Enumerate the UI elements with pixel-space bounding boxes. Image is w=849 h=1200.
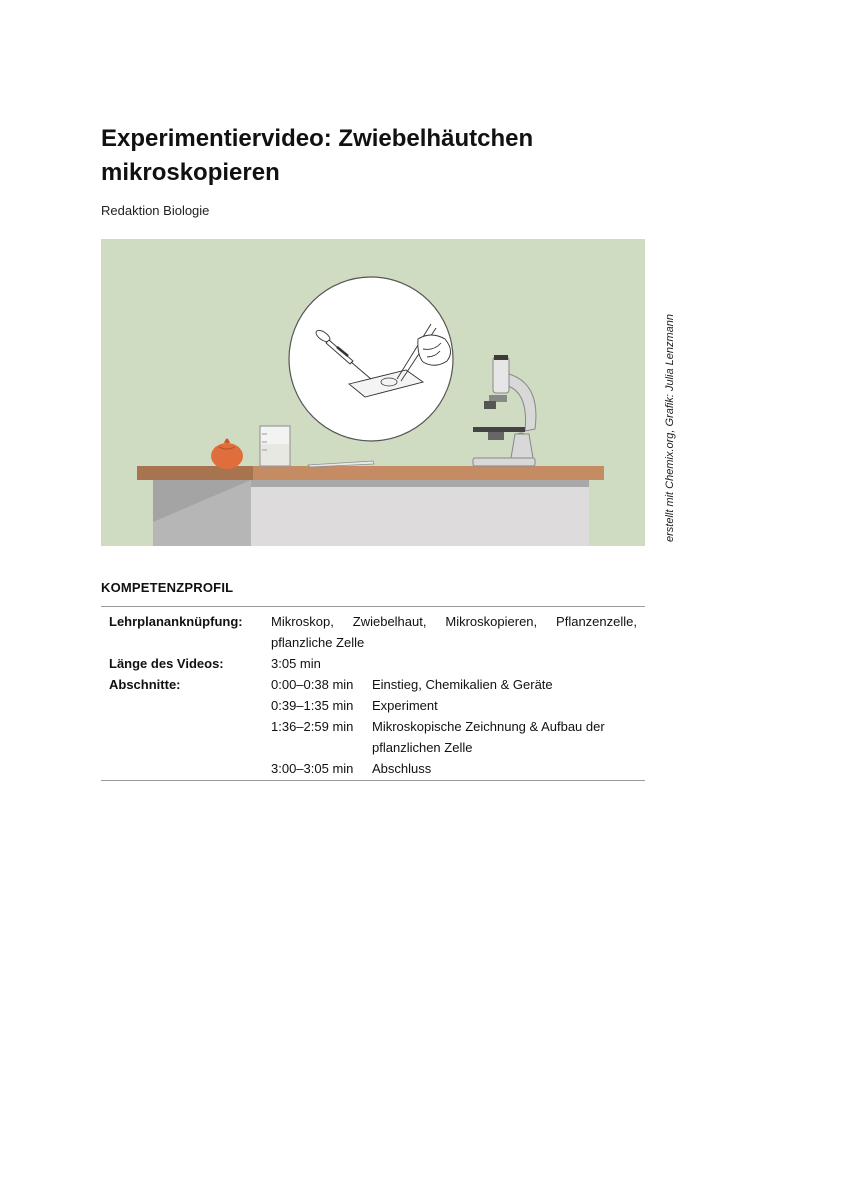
competence-profile-table <box>101 606 645 781</box>
page-title: Experimentiervideo: Zwiebelhäutchen mikroskopieren <box>101 125 534 186</box>
section-title: Experiment <box>372 698 438 713</box>
video-length-value: 3:05 min <box>271 656 321 671</box>
section-item <box>271 716 637 758</box>
sections-row <box>101 674 645 779</box>
section-title: Einstieg, Chemikalien & Geräte <box>372 677 553 692</box>
section-title: Mikroskopische Zeichnung & Aufbau der pflanzlichen Zelle <box>372 719 605 755</box>
section-item <box>271 695 637 716</box>
section-time: 3:00–3:05 min <box>271 761 354 776</box>
zoom-inset <box>289 277 453 441</box>
lab-illustration <box>101 239 645 546</box>
curriculum-label: Lehrplananknüpfung: <box>109 614 243 629</box>
video-length-row <box>101 653 645 674</box>
section-title: Abschluss <box>372 761 432 776</box>
video-length-label: Länge des Videos: <box>109 656 224 671</box>
lab-scene <box>101 239 645 546</box>
cabinet-front <box>251 480 589 546</box>
curriculum-value: Mikroskop, Zwiebelhaut, Mikroskopieren, Pflanzenzelle, pflanzliche Zelle <box>271 614 637 650</box>
section-heading: KOMPETENZPROFIL <box>101 580 234 595</box>
section-item <box>271 758 637 779</box>
section-item <box>271 674 637 695</box>
section-time: 0:39–1:35 min <box>271 698 354 713</box>
curriculum-row <box>101 611 645 653</box>
cabinet-top-shadow <box>251 480 589 487</box>
sections-list <box>263 674 637 779</box>
author: Redaktion Biologie <box>101 203 210 218</box>
beaker-icon <box>260 426 290 466</box>
section-time: 0:00–0:38 min <box>271 677 354 692</box>
countertop-side <box>137 466 253 480</box>
sections-label: Abschnitte: <box>109 677 181 692</box>
image-credit-text: erstellt mit Chemix.org, Grafik: Julia Lenzmann <box>664 313 676 542</box>
section-time: 1:36–2:59 min <box>271 719 354 734</box>
